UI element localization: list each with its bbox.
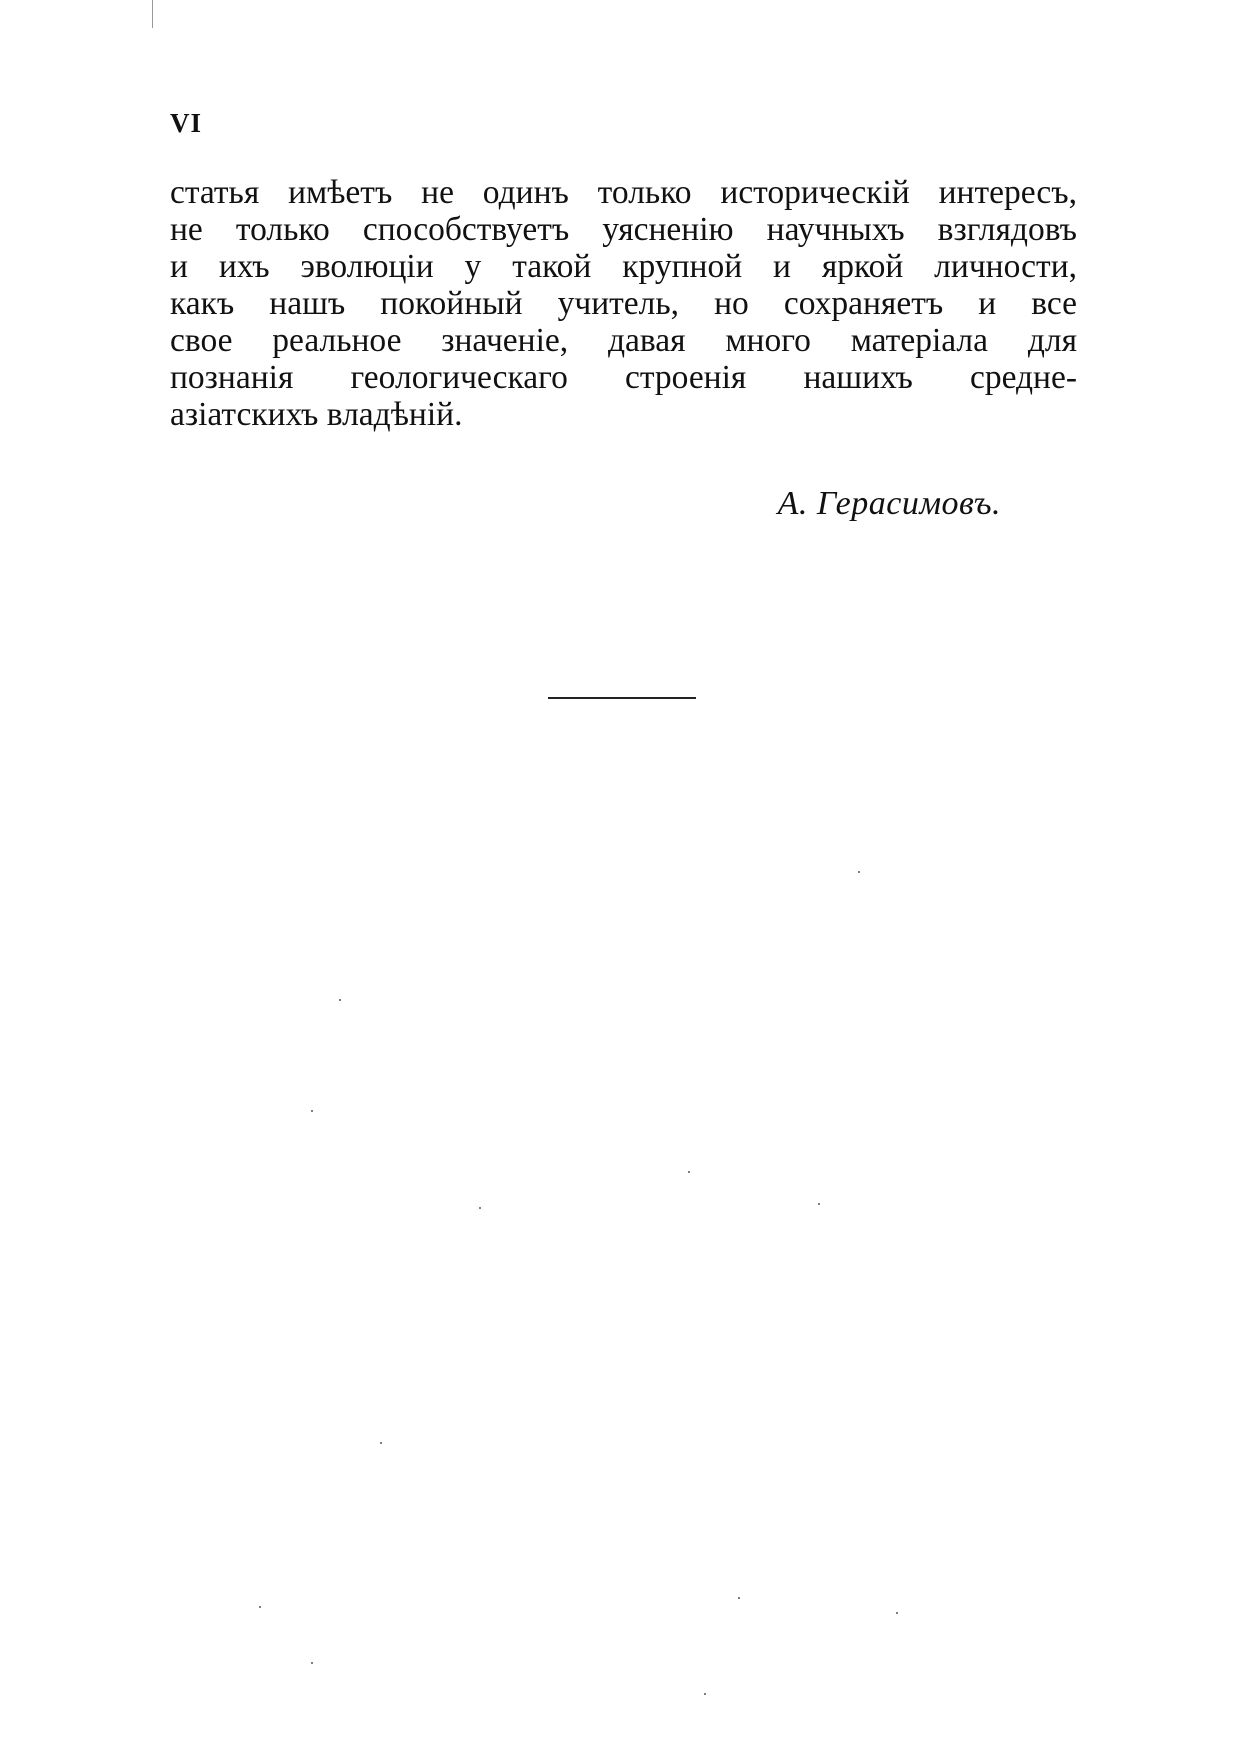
scan-speck	[259, 1606, 261, 1608]
body-paragraph	[170, 174, 1077, 433]
scan-speck	[738, 1597, 740, 1599]
scan-speck	[704, 1693, 706, 1695]
scan-speck	[858, 871, 860, 873]
text-line: и ихъ эволюціи у такой крупной и яркой личности,	[170, 248, 1077, 285]
section-divider	[548, 697, 696, 699]
text-line: познанія геологическаго строенія нашихъ средне-	[170, 359, 1077, 396]
scan-speck	[479, 1207, 481, 1209]
scan-speck	[380, 1442, 382, 1444]
scan-edge-mark	[152, 0, 153, 28]
scan-speck	[339, 999, 341, 1001]
scan-speck	[896, 1612, 898, 1614]
scan-speck	[311, 1110, 313, 1112]
author-signature: А. Герасимовъ.	[777, 485, 1001, 522]
text-line: азіатскихъ владѣній.	[170, 396, 463, 433]
page-number: VI	[170, 108, 203, 138]
text-line: свое реальное значеніе, давая много матеріала для	[170, 322, 1077, 359]
text-line: статья имѣетъ не одинъ только историческій интересъ,	[170, 174, 1077, 211]
scan-speck	[311, 1662, 313, 1664]
scan-speck	[818, 1203, 820, 1205]
text-line: какъ нашъ покойный учитель, но сохраняетъ и все	[170, 285, 1077, 322]
text-line: не только способствуетъ уясненію научныхъ взглядовъ	[170, 211, 1077, 248]
scan-speck	[688, 1171, 690, 1173]
